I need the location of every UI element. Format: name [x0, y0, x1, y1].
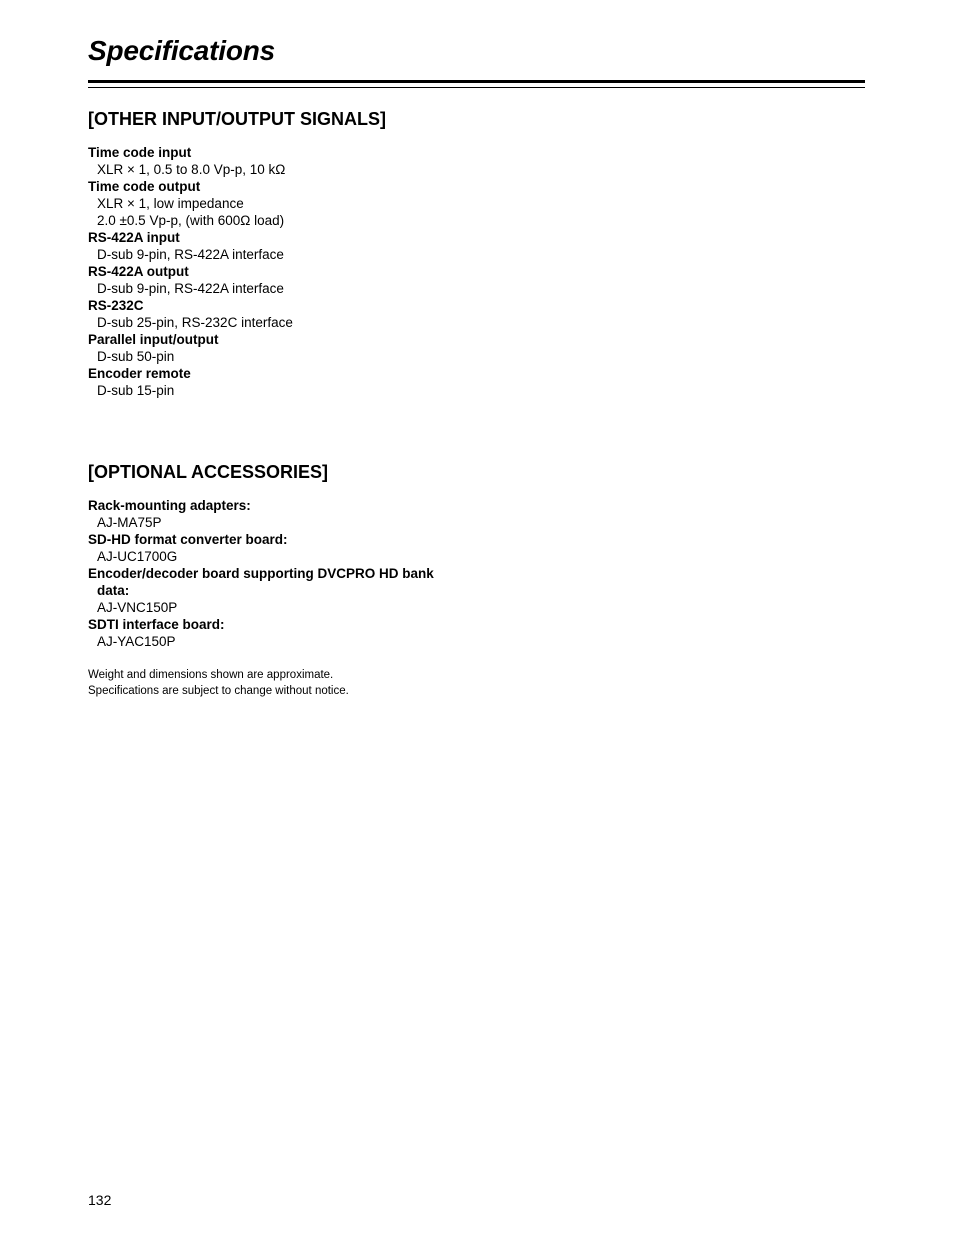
optional-accessories-section [88, 461, 688, 650]
accessories-heading: [OPTIONAL ACCESSORIES] [88, 462, 329, 482]
accessory-model: AJ-UC1700G [97, 549, 178, 564]
disclaimer-notes [88, 667, 349, 699]
disclaimer-line: Weight and dimensions shown are approximate. [88, 669, 334, 681]
header-rule-thick [88, 80, 865, 83]
spec-label: Time code input [88, 145, 192, 160]
page-number: 132 [88, 1192, 112, 1208]
accessory-label: SDTI interface board: [88, 617, 225, 632]
io-spec-list [88, 144, 688, 399]
accessory-label-line: Encoder/decoder board supporting DVCPRO HD bank [88, 566, 434, 581]
page-title: Specifications [88, 35, 276, 66]
io-signals-section [88, 108, 688, 399]
accessory-label: Rack-mounting adapters: [88, 498, 251, 513]
spec-value: D-sub 25-pin, RS-232C interface [97, 315, 293, 330]
spec-value: 2.0 ±0.5 Vp-p, (with 600Ω load) [97, 213, 285, 228]
io-signals-heading: [OTHER INPUT/OUTPUT SIGNALS] [88, 109, 386, 129]
spec-value: XLR × 1, low impedance [97, 196, 244, 211]
spec-value: D-sub 9-pin, RS-422A interface [97, 247, 284, 262]
header-rule-thin [88, 87, 865, 88]
spec-value: XLR × 1, 0.5 to 8.0 Vp-p, 10 kΩ [97, 162, 286, 177]
accessory-model: AJ-YAC150P [97, 634, 176, 649]
accessory-label: SD-HD format converter board: [88, 532, 288, 547]
disclaimer-line: Specifications are subject to change without notice. [88, 685, 349, 697]
spec-value: D-sub 50-pin [97, 349, 175, 364]
spec-label: Encoder remote [88, 366, 191, 381]
spec-label: RS-422A input [88, 230, 180, 245]
accessory-model: AJ-MA75P [97, 515, 162, 530]
accessory-model: AJ-VNC150P [97, 600, 178, 615]
accessory-label-continuation: data: [97, 583, 130, 598]
spec-value: D-sub 15-pin [97, 383, 175, 398]
spec-label: Parallel input/output [88, 332, 219, 347]
accessories-list [88, 497, 688, 650]
spec-value: D-sub 9-pin, RS-422A interface [97, 281, 284, 296]
spec-label: RS-422A output [88, 264, 189, 279]
accessory-label [88, 565, 688, 599]
spec-label: Time code output [88, 179, 201, 194]
spec-label: RS-232C [88, 298, 144, 313]
